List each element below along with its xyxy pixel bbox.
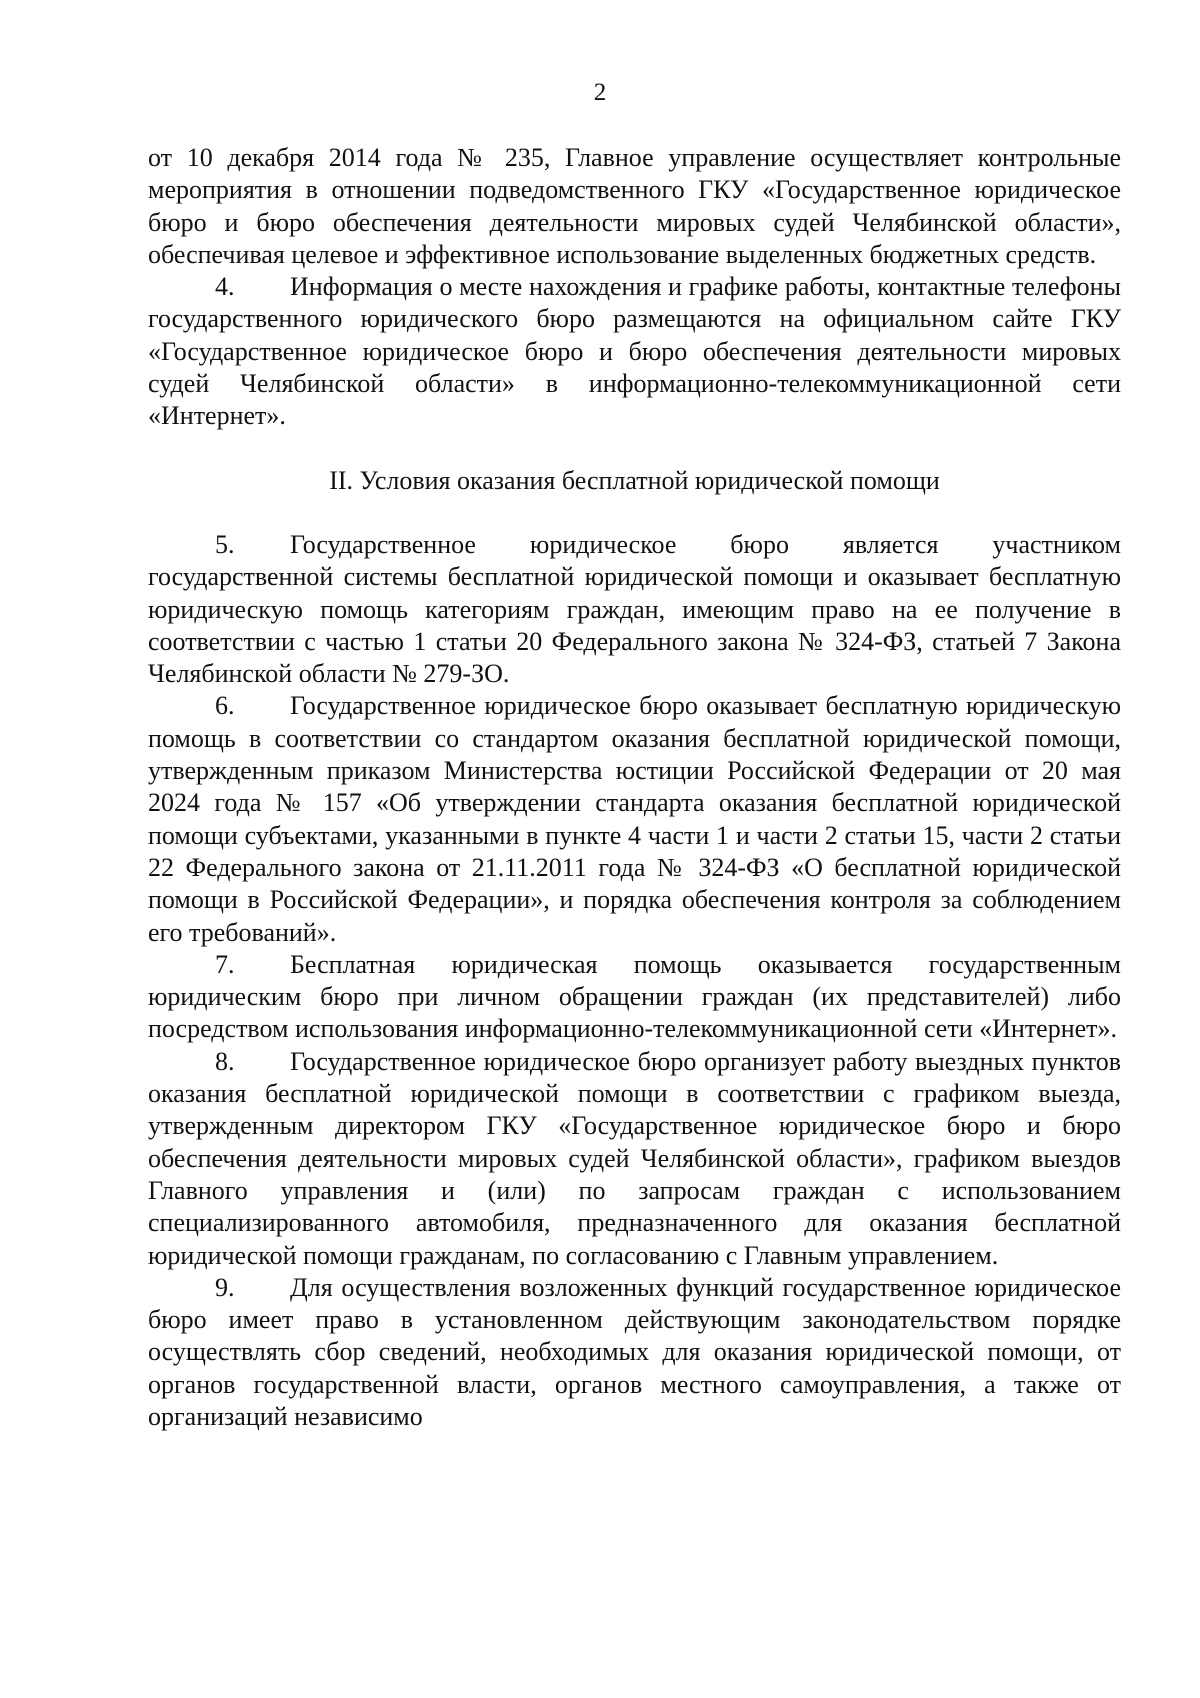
document-body bbox=[148, 142, 1121, 1433]
page-number: 2 bbox=[593, 79, 607, 106]
paragraph-8-number: 8. bbox=[215, 1046, 235, 1076]
paragraph-5-text: Государственное юридическое бюро является участником государственной системы бесплатной юридической помощи и оказывает бесплатную юридическую помощь категориям граждан, имеющим право на ее получение в соответствии с частью 1 статьи 20 Федерального закона № 324-ФЗ, статьей 7 Закона Челябинской области № 279-ЗО. bbox=[148, 529, 1121, 689]
paragraph-7-text: Бесплатная юридическая помощь оказывается государственным юридическим бюро при личном обращении граждан (их представителей) либо посредством использования информационно-телекоммуникационной сети «Интернет». bbox=[148, 949, 1121, 1044]
paragraph-4-number: 4. bbox=[215, 272, 235, 302]
paragraph-7 bbox=[148, 949, 1121, 1046]
paragraph-9 bbox=[148, 1272, 1121, 1433]
paragraph-6-number: 6. bbox=[215, 691, 235, 721]
paragraph-4 bbox=[148, 271, 1121, 432]
paragraph-4-text: Информация о месте нахождения и графике работы, контактные телефоны государственного юридического бюро размещаются на официальном сайте ГКУ «Государственное юридическое бюро и бюро обеспечения деятельности мировых судей Челябинской области» в информационно-телекоммуникационной сети «Интернет». bbox=[148, 272, 1121, 431]
paragraph-7-number: 7. bbox=[215, 949, 235, 979]
paragraph-6 bbox=[148, 690, 1121, 948]
paragraph-9-text: Для осуществления возложенных функций государственное юридическое бюро имеет право в установленном действующим законодательством порядке осуществлять сбор сведений, необходимых для оказания юридической помощи, от органов государственной власти, органов местного самоуправления, а также от организаций независимо bbox=[148, 1272, 1121, 1431]
paragraph-5-number: 5. bbox=[215, 529, 235, 559]
paragraph-6-text: Государственное юридическое бюро оказывает бесплатную юридическую помощь в соответствии со стандартом оказания бесплатной юридической помощи, утвержденным приказом Министерства юстиции Российской Федерации от 20 мая 2024 года № 157 «Об утверждении стандарта оказания бесплатной юридической помощи субъектами, указанными в пункте 4 части 1 и части 2 статьи 15, части 2 статьи 22 Федерального закона от 21.11.2011 года № 324-ФЗ «О бесплатной юридической помощи в Российской Федерации», и порядка обеспечения контроля за соблюдением его требований». bbox=[148, 691, 1121, 947]
section-heading: II. Условия оказания бесплатной юридической помощи bbox=[329, 465, 940, 495]
paragraph-intro: от 10 декабря 2014 года № 235, Главное управление осуществляет контрольные мероприятия в отношении подведомственного ГКУ «Государственное юридическое бюро и бюро обеспечения деятельности мировых судей Челябинской области», обеспечивая целевое и эффективное использование выделенных бюджетных средств. bbox=[148, 143, 1121, 269]
paragraph-9-number: 9. bbox=[215, 1272, 235, 1302]
paragraph-8-text: Государственное юридическое бюро организует работу выездных пунктов оказания бесплатной юридической помощи в соответствии с графиком выезда, утвержденным директором ГКУ «Государственное юридическое бюро и бюро обеспечения деятельности мировых судей Челябинской области», графиком выездов Главного управления и (или) по запросам граждан с использованием специализированного автомобиля, предназначенного для оказания бесплатной юридической помощи гражданам, по согласованию с Главным управлением. bbox=[148, 1046, 1121, 1270]
paragraph-5 bbox=[148, 529, 1121, 690]
paragraph-8 bbox=[148, 1046, 1121, 1272]
